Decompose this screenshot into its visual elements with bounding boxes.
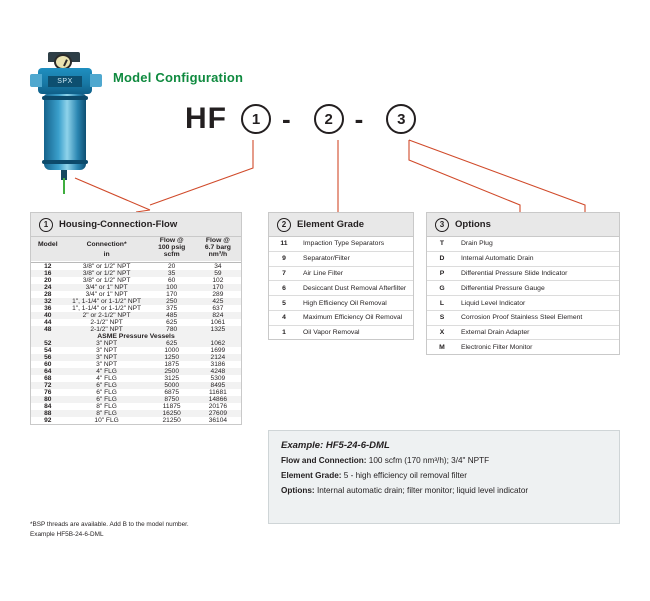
housing-panel: [30, 212, 242, 425]
element-code-1: 9: [282, 255, 286, 263]
housing-cell-a-9-1: 2-1/2" NPT: [90, 325, 123, 333]
housing-cell-b-5-3: 4248: [210, 367, 226, 375]
list-item: [269, 251, 413, 266]
list-item: [427, 340, 619, 354]
housing-cell-b-9-2: 8750: [164, 395, 180, 403]
element-code-0: 11: [280, 240, 288, 248]
housing-cell-b-3-2: 1250: [164, 353, 180, 361]
housing-cell-a-4-2: 170: [166, 290, 178, 298]
housing-cell-b-5-2: 2500: [164, 367, 180, 375]
housing-cell-b-1-0: 52: [44, 339, 52, 347]
housing-col-connection-unit: in: [65, 251, 149, 261]
table-row: [31, 354, 241, 361]
options-desc-3: Differential Pressure Gauge: [461, 284, 545, 292]
housing-col-flow1: Flow @: [149, 237, 195, 244]
product-outlet-port: [90, 74, 102, 87]
options-code-4: L: [439, 299, 445, 307]
housing-table: [31, 237, 241, 424]
housing-cell-a-7-1: 2" or 2-1/2" NPT: [82, 311, 131, 319]
housing-cell-b-6-3: 5309: [210, 374, 226, 382]
housing-cell-a-5-3: 425: [212, 297, 224, 305]
table-row: [31, 396, 241, 403]
element-code-5: 4: [282, 314, 286, 322]
example-label-1: Flow and Connection:: [281, 456, 367, 465]
table-row: [31, 417, 241, 424]
housing-cell-a-4-3: 289: [212, 290, 224, 298]
list-item: [427, 310, 619, 325]
element-desc-1: Separator/Filter: [303, 255, 350, 263]
example-value-1: 100 scfm (170 nm³/h); 3/4" NPTF: [368, 456, 490, 465]
list-item: [427, 281, 619, 296]
element-desc-5: Maximum Efficiency Oil Removal: [303, 314, 403, 322]
table-row: [31, 389, 241, 396]
housing-cell-b-8-0: 76: [44, 388, 52, 396]
housing-cell-a-1-3: 59: [214, 269, 222, 277]
element-desc-6: Oil Vapor Removal: [303, 329, 360, 337]
options-desc-4: Liquid Level Indicator: [461, 299, 526, 307]
list-item: [269, 325, 413, 339]
element-panel: [268, 212, 414, 340]
table-row: [31, 270, 241, 277]
housing-panel-header: [30, 212, 242, 236]
element-desc-0: Impaction Type Separators: [303, 240, 385, 248]
housing-cell-a-2-0: 20: [44, 276, 52, 284]
options-desc-0: Drain Plug: [461, 240, 493, 248]
example-label-2: Element Grade:: [281, 471, 342, 481]
housing-cell-a-4-0: 28: [44, 290, 52, 298]
table-row: [31, 326, 241, 333]
housing-footnote: *BSP threads are available. Add B to the model number. Example HF5B-24-6-DML: [30, 521, 189, 538]
housing-col-flow1-sub: 100 psig: [149, 244, 195, 251]
options-table: [427, 237, 619, 354]
housing-section-title: ASME Pressure Vessels: [97, 332, 175, 340]
table-row: [31, 305, 241, 312]
housing-cell-b-9-3: 14866: [208, 395, 228, 403]
options-desc-1: Internal Automatic Drain: [461, 255, 534, 263]
list-item: [427, 237, 619, 251]
housing-section-title-row: [31, 333, 241, 340]
housing-cell-a-5-0: 32: [44, 297, 52, 305]
housing-cell-a-4-1: 3/4" or 1" NPT: [85, 290, 128, 298]
housing-cell-a-5-2: 250: [166, 297, 178, 305]
housing-cell-a-7-3: 824: [212, 311, 224, 319]
housing-cell-a-9-3: 1325: [210, 325, 226, 333]
housing-cell-b-8-1: 6" FLG: [96, 388, 117, 396]
table-row: [31, 277, 241, 284]
product-image: [30, 52, 102, 182]
housing-cell-a-1-2: 35: [168, 269, 176, 277]
housing-cell-b-5-1: 4" FLG: [96, 367, 117, 375]
table-row: [31, 319, 241, 326]
housing-cell-b-7-1: 6" FLG: [96, 381, 117, 389]
housing-col-flow1-unit: scfm: [149, 251, 195, 261]
options-desc-7: Electronic Filter Monitor: [461, 343, 533, 351]
formula-marker-3: 3: [386, 104, 416, 134]
element-panel-body: [268, 236, 414, 340]
options-desc-6: External Drain Adapter: [461, 329, 530, 337]
housing-cell-a-2-2: 60: [168, 276, 176, 284]
table-row: [31, 312, 241, 319]
housing-cell-a-9-0: 48: [44, 325, 52, 333]
housing-cell-b-3-0: 56: [44, 353, 52, 361]
options-panel-title: Options: [455, 219, 491, 230]
table-row: [31, 291, 241, 298]
housing-cell-b-11-2: 16250: [162, 409, 181, 417]
example-line-3: [269, 481, 619, 496]
options-code-1: D: [439, 255, 445, 263]
housing-cell-a-3-0: 24: [44, 283, 52, 291]
example-box: [268, 430, 620, 524]
list-item: [427, 251, 619, 266]
element-code-4: 5: [282, 299, 286, 307]
housing-panel-title: Housing-Connection-Flow: [59, 219, 178, 230]
list-item: [427, 266, 619, 281]
housing-cell-b-10-3: 20176: [208, 402, 228, 410]
housing-cell-b-2-0: 54: [44, 346, 52, 354]
list-item: [427, 296, 619, 311]
housing-col-connection: Connection*: [65, 237, 149, 251]
housing-cell-a-3-3: 170: [212, 283, 224, 291]
formula-prefix: HF: [185, 102, 227, 135]
table-row: [31, 361, 241, 368]
housing-cell-a-1-0: 16: [44, 269, 52, 277]
housing-cell-b-12-0: 92: [44, 416, 52, 424]
product-brand-label: SPX: [48, 76, 82, 87]
housing-col-flow2-sub: 6.7 barg: [195, 244, 241, 251]
housing-header-row-1: [31, 237, 241, 244]
housing-cell-b-2-3: 1699: [210, 346, 226, 354]
housing-cell-a-2-1: 3/8" or 1/2" NPT: [82, 276, 131, 284]
housing-header-row-3: [31, 251, 241, 261]
housing-cell-b-1-1: 3" NPT: [96, 339, 118, 347]
product-ring-bottom: [42, 160, 88, 164]
options-panel-body: [426, 236, 620, 355]
housing-cell-b-3-3: 2124: [210, 353, 226, 361]
options-desc-2: Differential Pressure Slide Indicator: [461, 269, 568, 277]
housing-cell-b-10-2: 11875: [162, 402, 181, 410]
housing-col-model: Model: [31, 237, 65, 251]
housing-cell-a-8-3: 1061: [210, 318, 226, 326]
housing-cell-b-4-2: 1875: [164, 360, 180, 368]
housing-cell-a-5-1: 1", 1-1/4" or 1-1/2" NPT: [72, 297, 142, 305]
housing-panel-number: 1: [39, 218, 53, 232]
housing-cell-b-11-1: 8" FLG: [96, 409, 117, 417]
housing-cell-b-4-1: 3" NPT: [96, 360, 118, 368]
options-code-3: G: [439, 284, 445, 292]
housing-cell-a-8-0: 44: [44, 318, 52, 326]
housing-cell-b-1-2: 625: [166, 339, 178, 347]
housing-cell-a-0-1: 3/8" or 1/2" NPT: [82, 262, 131, 270]
housing-cell-b-12-3: 36104: [208, 416, 228, 424]
housing-cell-b-7-2: 5000: [164, 381, 180, 389]
housing-cell-b-12-1: 10" FLG: [94, 416, 119, 424]
housing-cell-b-3-1: 3" NPT: [96, 353, 118, 361]
table-row: [31, 298, 241, 305]
housing-cell-b-2-2: 1000: [164, 346, 180, 354]
housing-cell-b-4-3: 3186: [210, 360, 226, 368]
element-panel-header: [268, 212, 414, 236]
housing-cell-a-0-0: 12: [44, 262, 52, 270]
housing-cell-b-12-2: 21250: [162, 416, 181, 424]
page-title: Model Configuration: [113, 70, 244, 85]
list-item: [427, 325, 619, 340]
example-value-3: Internal automatic drain; filter monitor; liquid level indicator: [316, 486, 529, 496]
product-inlet-port: [30, 74, 42, 87]
product-ring-top: [42, 96, 88, 100]
element-code-6: 1: [282, 329, 286, 337]
housing-cell-a-0-3: 34: [214, 262, 222, 270]
example-title: Example: HF5-24-6-DML: [281, 440, 390, 451]
list-item: [269, 266, 413, 281]
housing-cell-b-10-0: 84: [44, 402, 52, 410]
housing-cell-b-6-1: 4" FLG: [96, 374, 117, 382]
table-row: [31, 382, 241, 389]
element-desc-4: High Efficiency Oil Removal: [303, 299, 387, 307]
example-line-2: [269, 466, 619, 481]
housing-cell-b-6-0: 68: [44, 374, 52, 382]
housing-cell-a-6-0: 36: [44, 304, 52, 312]
product-drain-tube: [63, 178, 65, 194]
list-item: [269, 281, 413, 296]
table-row: [31, 368, 241, 375]
element-code-3: 6: [282, 284, 286, 292]
housing-col-flow2-unit: nm³/h: [195, 251, 241, 261]
housing-col-model-unit: [31, 251, 65, 261]
example-line-1: [269, 451, 619, 466]
housing-cell-a-8-2: 625: [166, 318, 178, 326]
example-value-2: 5 - high efficiency oil removal filter: [343, 471, 467, 481]
housing-panel-body: [30, 236, 242, 425]
element-desc-3: Desiccant Dust Removal Afterfilter: [303, 284, 407, 292]
element-table: [269, 237, 413, 339]
formula-dash-1: -: [282, 103, 291, 134]
options-code-6: X: [439, 329, 445, 337]
housing-cell-a-6-3: 637: [212, 304, 224, 312]
table-row: [31, 347, 241, 354]
housing-cell-b-9-1: 6" FLG: [96, 395, 117, 403]
housing-cell-a-6-2: 375: [166, 304, 178, 312]
model-formula: [185, 98, 416, 140]
housing-cell-b-6-2: 3125: [164, 374, 180, 382]
options-panel-number: 3: [435, 218, 449, 232]
options-code-2: P: [439, 269, 445, 277]
housing-cell-b-10-1: 8" FLG: [96, 402, 117, 410]
list-item: [269, 296, 413, 311]
housing-cell-b-2-1: 3" NPT: [96, 346, 118, 354]
product-bowl: [44, 94, 86, 170]
list-item: [269, 310, 413, 325]
example-label-3: Options:: [281, 486, 315, 496]
options-code-5: S: [439, 314, 445, 322]
housing-cell-a-2-3: 102: [212, 276, 224, 284]
element-panel-title: Element Grade: [297, 219, 365, 230]
housing-cell-a-1-1: 3/8" or 1/2" NPT: [82, 269, 131, 277]
options-code-0: T: [439, 240, 445, 248]
formula-marker-1: 1: [241, 104, 271, 134]
housing-cell-b-11-0: 88: [44, 409, 52, 417]
housing-cell-a-0-2: 20: [168, 262, 176, 270]
element-panel-number: 2: [277, 218, 291, 232]
housing-cell-b-7-3: 8495: [210, 381, 226, 389]
housing-cell-b-1-3: 1062: [210, 339, 226, 347]
table-row: [31, 262, 241, 270]
options-code-7: M: [439, 343, 445, 351]
housing-cell-a-6-1: 1", 1-1/4" or 1-1/2" NPT: [72, 304, 142, 312]
element-desc-2: Air Line Filter: [303, 269, 344, 277]
housing-cell-a-3-1: 3/4" or 1" NPT: [85, 283, 128, 291]
formula-dash-2: -: [354, 103, 364, 134]
formula-marker-2: 2: [314, 104, 344, 134]
housing-cell-b-8-2: 6875: [164, 388, 180, 396]
table-row: [31, 284, 241, 291]
housing-cell-b-8-3: 11681: [208, 388, 227, 396]
housing-col-flow2: Flow @: [195, 237, 241, 244]
housing-cell-b-4-0: 60: [44, 360, 52, 368]
element-code-2: 7: [282, 269, 286, 277]
housing-cell-b-11-3: 27609: [208, 409, 228, 417]
options-panel: [426, 212, 620, 355]
housing-cell-a-7-2: 485: [166, 311, 178, 319]
list-item: [269, 237, 413, 251]
housing-cell-b-7-0: 72: [44, 381, 52, 389]
table-row: [31, 403, 241, 410]
table-row: [31, 375, 241, 382]
housing-cell-b-5-0: 64: [44, 367, 52, 375]
housing-cell-a-9-2: 780: [166, 325, 178, 333]
options-panel-header: [426, 212, 620, 236]
housing-cell-b-9-0: 80: [44, 395, 52, 403]
housing-cell-a-8-1: 2-1/2" NPT: [90, 318, 123, 326]
housing-cell-a-3-2: 100: [166, 283, 178, 291]
table-row: [31, 340, 241, 347]
options-desc-5: Corrosion Proof Stainless Steel Element: [461, 314, 583, 322]
housing-cell-a-7-0: 40: [44, 311, 52, 319]
table-row: [31, 410, 241, 417]
